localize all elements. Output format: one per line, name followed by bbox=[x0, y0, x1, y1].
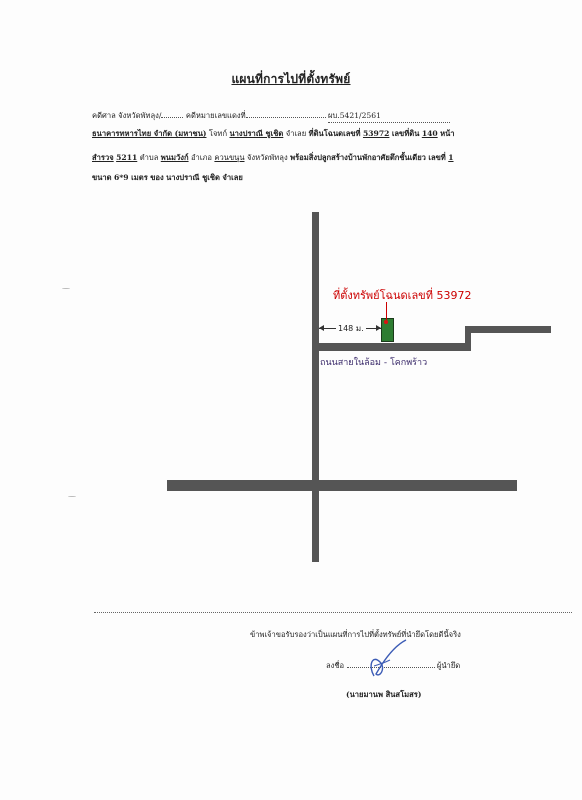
size-line bbox=[92, 172, 243, 184]
road-extension bbox=[465, 326, 551, 333]
size-label: ขนาด bbox=[92, 173, 112, 182]
province-name: จังหวัดพัทลุง bbox=[246, 153, 288, 162]
distance-arrow-right bbox=[376, 325, 381, 331]
signer-role: ผู้นำยึด bbox=[436, 661, 461, 670]
road-name: ถนนสายในล้อม - โคกพร้าว bbox=[320, 358, 428, 368]
page-label: หน้า bbox=[440, 129, 455, 138]
land-deed-label: ที่ดินโฉนดเลขที่ bbox=[308, 129, 361, 138]
deed-number: 53972 bbox=[362, 129, 390, 138]
house-number-label: เลขที่ bbox=[428, 153, 446, 162]
property-pin bbox=[384, 320, 388, 324]
horizontal-cross-road bbox=[167, 480, 517, 491]
survey-label: สำรวจ bbox=[92, 153, 114, 162]
building-description: พร้อมสิ่งปลูกสร้างบ้านพักอาศัยตึกชั้นเดียว bbox=[290, 153, 426, 162]
case-line bbox=[92, 110, 450, 123]
subdistrict-label: ตำบล bbox=[139, 153, 159, 162]
subdistrict-name: พนมวังก์ bbox=[160, 153, 189, 162]
land-number-label: เลขที่ดิน bbox=[391, 129, 420, 138]
pointer-line bbox=[386, 302, 387, 320]
distance-arrow-left bbox=[319, 325, 324, 331]
location-line bbox=[92, 152, 454, 164]
signer-name: (นายมานพ สินสโมสร) bbox=[346, 690, 422, 699]
punch-hole-mark bbox=[68, 496, 76, 497]
section-divider bbox=[94, 612, 572, 613]
defendant-name: นางปราณี ชูเชิด bbox=[229, 129, 284, 138]
distance-label: 148 ม. bbox=[338, 324, 364, 333]
district-label: อำเภอ bbox=[190, 153, 212, 162]
red-case-number: ผบ.5421/2561 bbox=[328, 110, 450, 123]
owner-role: จำเลย bbox=[222, 173, 243, 182]
red-number-label: คดีหมายเลขแดงที่ bbox=[185, 111, 246, 120]
owner-name: นางปราณี ชูเชิด bbox=[166, 173, 220, 182]
house-number: 1 bbox=[448, 153, 454, 162]
property-access-road bbox=[317, 343, 470, 351]
parties-line bbox=[92, 128, 455, 140]
owner-label: ของ bbox=[150, 173, 164, 182]
certification-statement: ข้าพเจ้าขอรับรองว่าเป็นแผนที่การไปที่ตั้งทรัพย์ที่นำยึดโดยดีนี้จริง bbox=[250, 630, 461, 639]
property-label: ที่ตั้งทรัพย์โฉนดเลขที่ 53972 bbox=[333, 289, 472, 302]
district-name: ควนขนุน bbox=[214, 153, 245, 162]
land-number: 140 bbox=[421, 129, 438, 138]
sign-label: ลงชื่อ bbox=[326, 661, 345, 670]
document-title: แผนที่การไปที่ตั้งทรัพย์ bbox=[231, 72, 351, 86]
signature bbox=[360, 636, 420, 680]
building-size: 6*9 เมตร bbox=[114, 173, 148, 182]
plaintiff-name: ธนาคารทหารไทย จำกัด (มหาชน) bbox=[92, 129, 207, 138]
defendant-label: จำเลย bbox=[285, 129, 307, 138]
survey-number: 5211 bbox=[116, 153, 138, 162]
court-label: คดีศาล จังหวัดพัทลุง/ bbox=[92, 111, 162, 120]
punch-hole-mark bbox=[62, 288, 70, 289]
plaintiff-label: โจทก์ bbox=[208, 129, 228, 138]
vertical-main-road bbox=[312, 212, 319, 562]
